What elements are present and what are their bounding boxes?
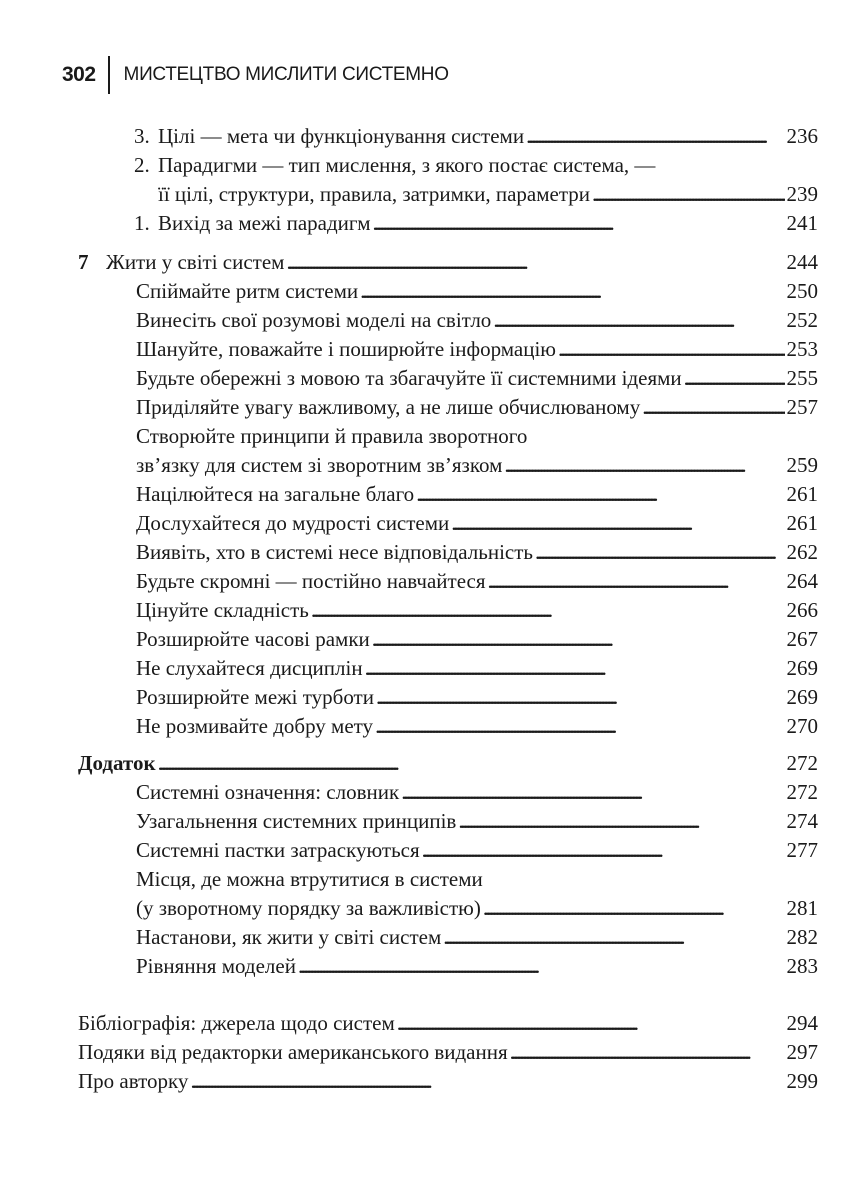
- toc-page-number: 282: [786, 925, 818, 949]
- toc-page-number: 270: [786, 714, 818, 738]
- dot-leader: [372, 625, 785, 654]
- toc-page-number: 274: [786, 809, 818, 833]
- running-title: МИСТЕЦТВО МИСЛИТИ СИСТЕМНО: [123, 64, 449, 85]
- toc-page-number: 253: [786, 337, 818, 361]
- dot-leader: [558, 335, 785, 364]
- toc-entry-title: Системні пастки затраскуються: [136, 838, 420, 862]
- dot-leader: [451, 509, 784, 538]
- toc-page-number: 257: [786, 395, 818, 419]
- toc-entry-title: Винесіть свої розумові моделі на світло: [136, 308, 492, 332]
- toc-entry-title: Цінуйте складність: [136, 598, 309, 622]
- dot-leader: [401, 778, 784, 807]
- toc-page-number: 266: [786, 598, 818, 622]
- toc-entry-title-line: Створюйте принципи й правила зворотного: [136, 424, 528, 448]
- toc-entry[interactable]: [78, 865, 818, 923]
- toc-entry-title: Рівняння моделей: [136, 954, 296, 978]
- dot-leader: [375, 712, 784, 741]
- toc-page-number: 267: [786, 627, 818, 651]
- toc-page-number: 244: [786, 250, 818, 274]
- toc-entry-title: Дослухайтеся до мудрості системи: [136, 511, 450, 535]
- toc-page-number: 264: [786, 569, 818, 593]
- toc-entry-title: зв’язку для систем зі зворотним зв’язком: [136, 453, 503, 477]
- page-number: 302: [62, 63, 96, 86]
- dot-leader: [286, 248, 784, 277]
- toc-page-number: 299: [786, 1069, 818, 1093]
- toc-entry-title: Розширюйте часові рамки: [136, 627, 370, 651]
- toc-entry[interactable]: [78, 335, 818, 364]
- toc-entry[interactable]: [78, 596, 818, 625]
- dot-leader: [298, 952, 785, 981]
- toc-page-number: 277: [786, 838, 818, 862]
- dot-leader: [158, 749, 785, 778]
- toc-page-number: 259: [786, 453, 818, 477]
- toc-page-number: 269: [786, 685, 818, 709]
- dot-leader: [416, 480, 784, 509]
- dot-leader: [493, 306, 784, 335]
- toc-entry-title: Цілі — мета чи функціонування системи: [158, 124, 525, 148]
- toc-entry[interactable]: [78, 480, 818, 509]
- toc-entry-title: Націлюйтеся на загальне благо: [136, 482, 415, 506]
- toc-page-number: 250: [786, 279, 818, 303]
- toc-entry[interactable]: [78, 1067, 818, 1096]
- toc-entry-number: 3.: [134, 124, 150, 148]
- toc-entry[interactable]: [78, 625, 818, 654]
- toc-entry-title: Будьте скромні — постійно навчайтеся: [136, 569, 486, 593]
- toc-entry-title: Додаток: [78, 751, 156, 775]
- toc-entry[interactable]: [78, 923, 818, 952]
- toc-entry-title: Узагальнення системних принципів: [136, 809, 457, 833]
- toc-entry[interactable]: [78, 122, 818, 151]
- toc-entry[interactable]: [78, 952, 818, 981]
- toc-entry[interactable]: [78, 306, 818, 335]
- dot-leader: [642, 393, 784, 422]
- toc-entry[interactable]: [78, 151, 818, 209]
- toc-entry[interactable]: [78, 248, 818, 277]
- toc-entry-title: Не слухайтеся дисциплін: [136, 656, 363, 680]
- toc-entry-title: Шануйте, поважайте і поширюйте інформацію: [136, 337, 556, 361]
- toc-entry[interactable]: [78, 712, 818, 741]
- toc-entry-title: Системні означення: словник: [136, 780, 400, 804]
- toc-entry-number: 7: [78, 250, 89, 274]
- running-header: [62, 56, 449, 94]
- toc-page-number: 272: [786, 780, 818, 804]
- dot-leader: [535, 538, 784, 567]
- toc-page-number: 262: [786, 540, 818, 564]
- toc-page-number: 281: [786, 896, 818, 920]
- toc-entry[interactable]: [78, 509, 818, 538]
- dot-leader: [397, 1009, 785, 1038]
- toc-page-number: 236: [786, 124, 818, 148]
- toc-entry-title-line: Парадигми — тип мислення, з якого постає система, —: [158, 153, 656, 177]
- dot-leader: [373, 209, 785, 238]
- dot-leader: [488, 567, 785, 596]
- dot-leader: [684, 364, 785, 393]
- toc-entry-title: Будьте обережні з мовою та збагачуйте її системними ідеями: [136, 366, 682, 390]
- toc-page-number: 241: [786, 211, 818, 235]
- header-divider: [108, 56, 110, 94]
- dot-leader: [365, 654, 785, 683]
- toc-page-number: 261: [786, 482, 818, 506]
- toc-entry-title: її цілі, структури, правила, затримки, параметри: [158, 182, 590, 206]
- toc-page-number: 269: [786, 656, 818, 680]
- toc-entry-title: Вихід за межі парадигм: [158, 211, 371, 235]
- dot-leader: [458, 807, 784, 836]
- dot-leader: [504, 451, 784, 480]
- toc-entry-title: (у зворотному порядку за важливістю): [136, 896, 481, 920]
- toc-entry[interactable]: [78, 538, 818, 567]
- toc-entry-title: Про авторку: [78, 1069, 189, 1093]
- toc-entry-title: Спіймайте ритм системи: [136, 279, 359, 303]
- toc-entry[interactable]: [78, 422, 818, 480]
- toc-page-number: 261: [786, 511, 818, 535]
- dot-leader: [311, 596, 785, 625]
- toc-entry-title: Настанови, як жити у світі систем: [136, 925, 442, 949]
- dot-leader: [526, 122, 784, 151]
- toc-entry[interactable]: [78, 807, 818, 836]
- toc-page-number: 272: [786, 751, 818, 775]
- toc-entry[interactable]: [78, 364, 818, 393]
- table-of-contents: [78, 122, 818, 1096]
- toc-entry-title-line: Місця, де можна втрутитися в системи: [136, 867, 483, 891]
- toc-page-number: 283: [786, 954, 818, 978]
- dot-leader: [360, 277, 784, 306]
- toc-entry[interactable]: [78, 393, 818, 422]
- toc-entry-title: Розширюйте межі турботи: [136, 685, 374, 709]
- dot-leader: [592, 180, 785, 209]
- toc-entry-title: Виявіть, хто в системі несе відповідальність: [136, 540, 534, 564]
- toc-page-number: 297: [786, 1040, 818, 1064]
- dot-leader: [190, 1067, 784, 1096]
- toc-entry-title: Бібліографія: джерела щодо систем: [78, 1011, 395, 1035]
- toc-page-number: 255: [786, 366, 818, 390]
- toc-entry[interactable]: [78, 567, 818, 596]
- toc-entry[interactable]: [78, 1009, 818, 1038]
- toc-entry[interactable]: [78, 749, 818, 778]
- toc-entry[interactable]: [78, 209, 818, 238]
- toc-entry-title: Жити у світі систем: [106, 250, 285, 274]
- toc-entry[interactable]: [78, 836, 818, 865]
- toc-entry-title: Не розмивайте добру мету: [136, 714, 374, 738]
- toc-page-number: 294: [786, 1011, 818, 1035]
- toc-entry[interactable]: [78, 654, 818, 683]
- toc-entry[interactable]: [78, 778, 818, 807]
- section-gap: [78, 981, 818, 1009]
- toc-entry-title: Подяки від редакторки американського видання: [78, 1040, 508, 1064]
- dot-leader: [443, 923, 784, 952]
- toc-page-number: 239: [786, 182, 818, 206]
- dot-leader: [510, 1038, 785, 1067]
- toc-page-number: 252: [786, 308, 818, 332]
- toc-entry[interactable]: [78, 1038, 818, 1067]
- toc-entry-number: 1.: [134, 211, 150, 235]
- dot-leader: [483, 894, 785, 923]
- dot-leader: [422, 836, 785, 865]
- toc-entry[interactable]: [78, 277, 818, 306]
- toc-entry-number: 2.: [134, 153, 150, 177]
- dot-leader: [376, 683, 785, 712]
- toc-entry[interactable]: [78, 683, 818, 712]
- toc-entry-title: Приділяйте увагу важливому, а не лише обчислюваному: [136, 395, 641, 419]
